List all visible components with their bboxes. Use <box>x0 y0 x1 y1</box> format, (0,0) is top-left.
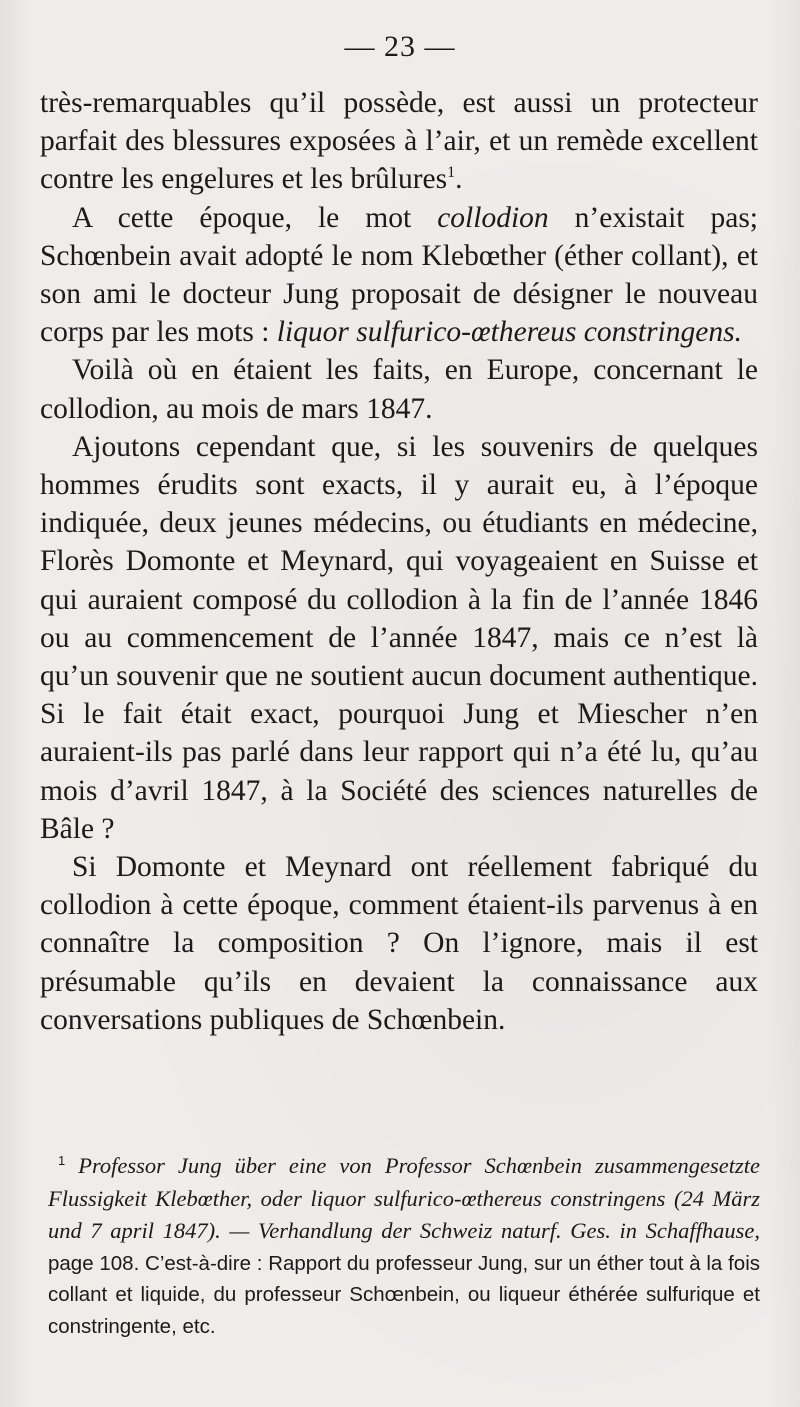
footnote-reference: 1 <box>447 164 456 182</box>
term-liquor: liquor sulfurico-œthereus constringens. <box>276 316 742 349</box>
body-text <box>40 84 758 1039</box>
paragraph-1-text: très-remarquables qu’il possède, est aussi un protecteur parfait des blessures exposées à l’air, et un remède excellent contre les engelures et les brûlures <box>40 87 758 196</box>
paragraph-4: Ajoutons cependant que, si les souvenirs de quelques hommes érudits sont exacts, il y aurait eu, à l’époque indiquée, deux jeunes médecins, ou étudiants en médecine, Florès Domonte et Meynard, qui voyageaient en Suisse et qui auraient composé du collodion à la fin de l’année 1846 ou au commencement de l’année 1847, mais ce n’est là qu’un souvenir que ne soutient aucun document authentique. Si le fait était exact, pourquoi Jung et Miescher n’en auraient-ils pas parlé dans leur rapport qui n’a été lu, qu’au mois d’avril 1847, à la Société des sciences naturelles de Bâle ? <box>40 430 758 845</box>
paragraph-2-text-a: A cette époque, le mot <box>72 201 438 234</box>
footnote-translation: page 108. C’est-à-dire : Rapport du professeur Jung, sur un éther tout à la fois collant et liquide, du professeur Schœnbein, ou liqueur éthérée sulfurique et constringente, etc. <box>48 1251 760 1338</box>
footnote-citation: Professor Jung über eine von Professor Schœnbein zusammengesetzte Flussigkeit Klebœther, oder liquor sulfurico-œthereus constringens (24 März und 7 april 1847). — Verhandlung der Schweiz naturf. Ges. in Schaffhause, <box>48 1153 760 1243</box>
paragraph-5: Si Domonte et Meynard ont réellement fabriqué du collodion à cette époque, comment étaient-ils parvenus à en connaître la composition ? On l’ignore, mais il est présumable qu’ils en devaient la connaissance aux conversations publiques de Schœnbein. <box>40 851 758 1036</box>
page-number: — 23 — <box>344 30 456 63</box>
term-collodion: collodion <box>437 201 549 234</box>
paragraph-1: très-remarquables qu’il possède, est aussi un protecteur parfait des blessures exposées à l’air, et un remède excellent contre les engelures et les brûlures$^1$. <box>40 87 758 196</box>
footnote-text <box>48 1150 760 1342</box>
footnote <box>48 1150 760 1342</box>
paragraph-2-text-c: n’existait pas; Schœnbein avait adopté le nom Klebœther (éther collant), et son ami le docteur Jung proposait de désigner le nouveau corps par les mots : <box>40 201 759 349</box>
paragraph-3: Voilà où en étaient les faits, en Europe, concernant le collodion, au mois de mars 1847. <box>40 354 758 425</box>
paragraph-2 <box>40 199 758 352</box>
footnote-mark: 1 <box>58 1153 66 1169</box>
